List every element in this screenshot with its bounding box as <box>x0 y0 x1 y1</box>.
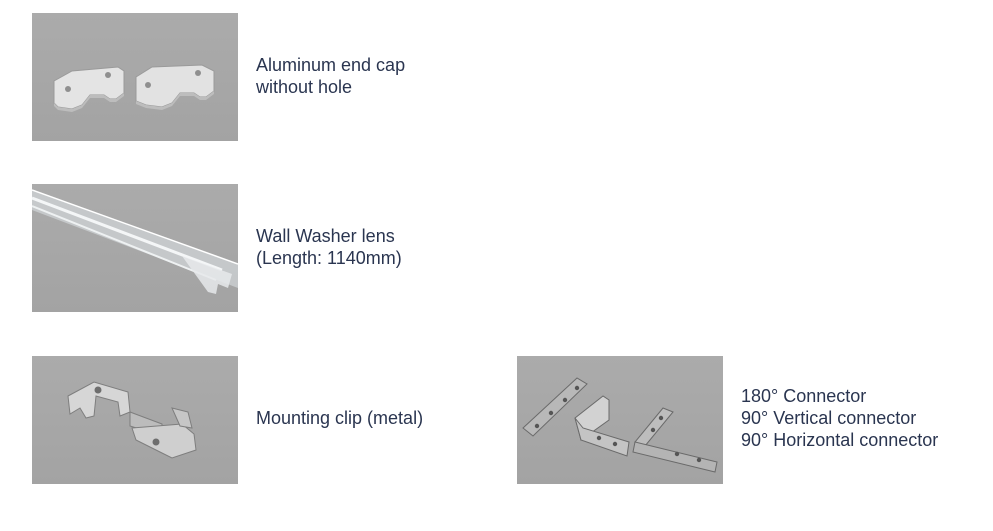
clip-caption <box>256 407 423 429</box>
clip-illustration <box>32 356 238 484</box>
connectors-caption <box>741 385 938 451</box>
lens-illustration <box>32 184 238 312</box>
horizontal-connector <box>633 408 717 472</box>
caption-line: without hole <box>256 77 353 97</box>
caption-line: 90° Vertical connector <box>741 408 917 428</box>
caption-line: Aluminum end cap <box>256 55 406 75</box>
connectors-image <box>517 356 723 484</box>
caption-line: 90° Horizontal connector <box>741 430 939 450</box>
connectors-illustration <box>517 356 723 484</box>
caption-line: Wall Washer lens <box>256 226 395 246</box>
wall-washer-lens-image <box>32 184 238 312</box>
end-cap-illustration <box>32 13 238 141</box>
caption-line: Mounting clip (metal) <box>256 408 424 428</box>
end-cap-right <box>136 65 214 110</box>
end-cap-left <box>54 67 124 112</box>
caption-line: 180° Connector <box>741 386 867 406</box>
vertical-connector <box>575 396 629 456</box>
aluminum-end-cap-image <box>32 13 238 141</box>
end-cap-caption <box>256 54 405 98</box>
mounting-clip-image <box>32 356 238 484</box>
lens-caption <box>256 225 402 269</box>
caption-line: (Length: 1140mm) <box>256 248 402 268</box>
